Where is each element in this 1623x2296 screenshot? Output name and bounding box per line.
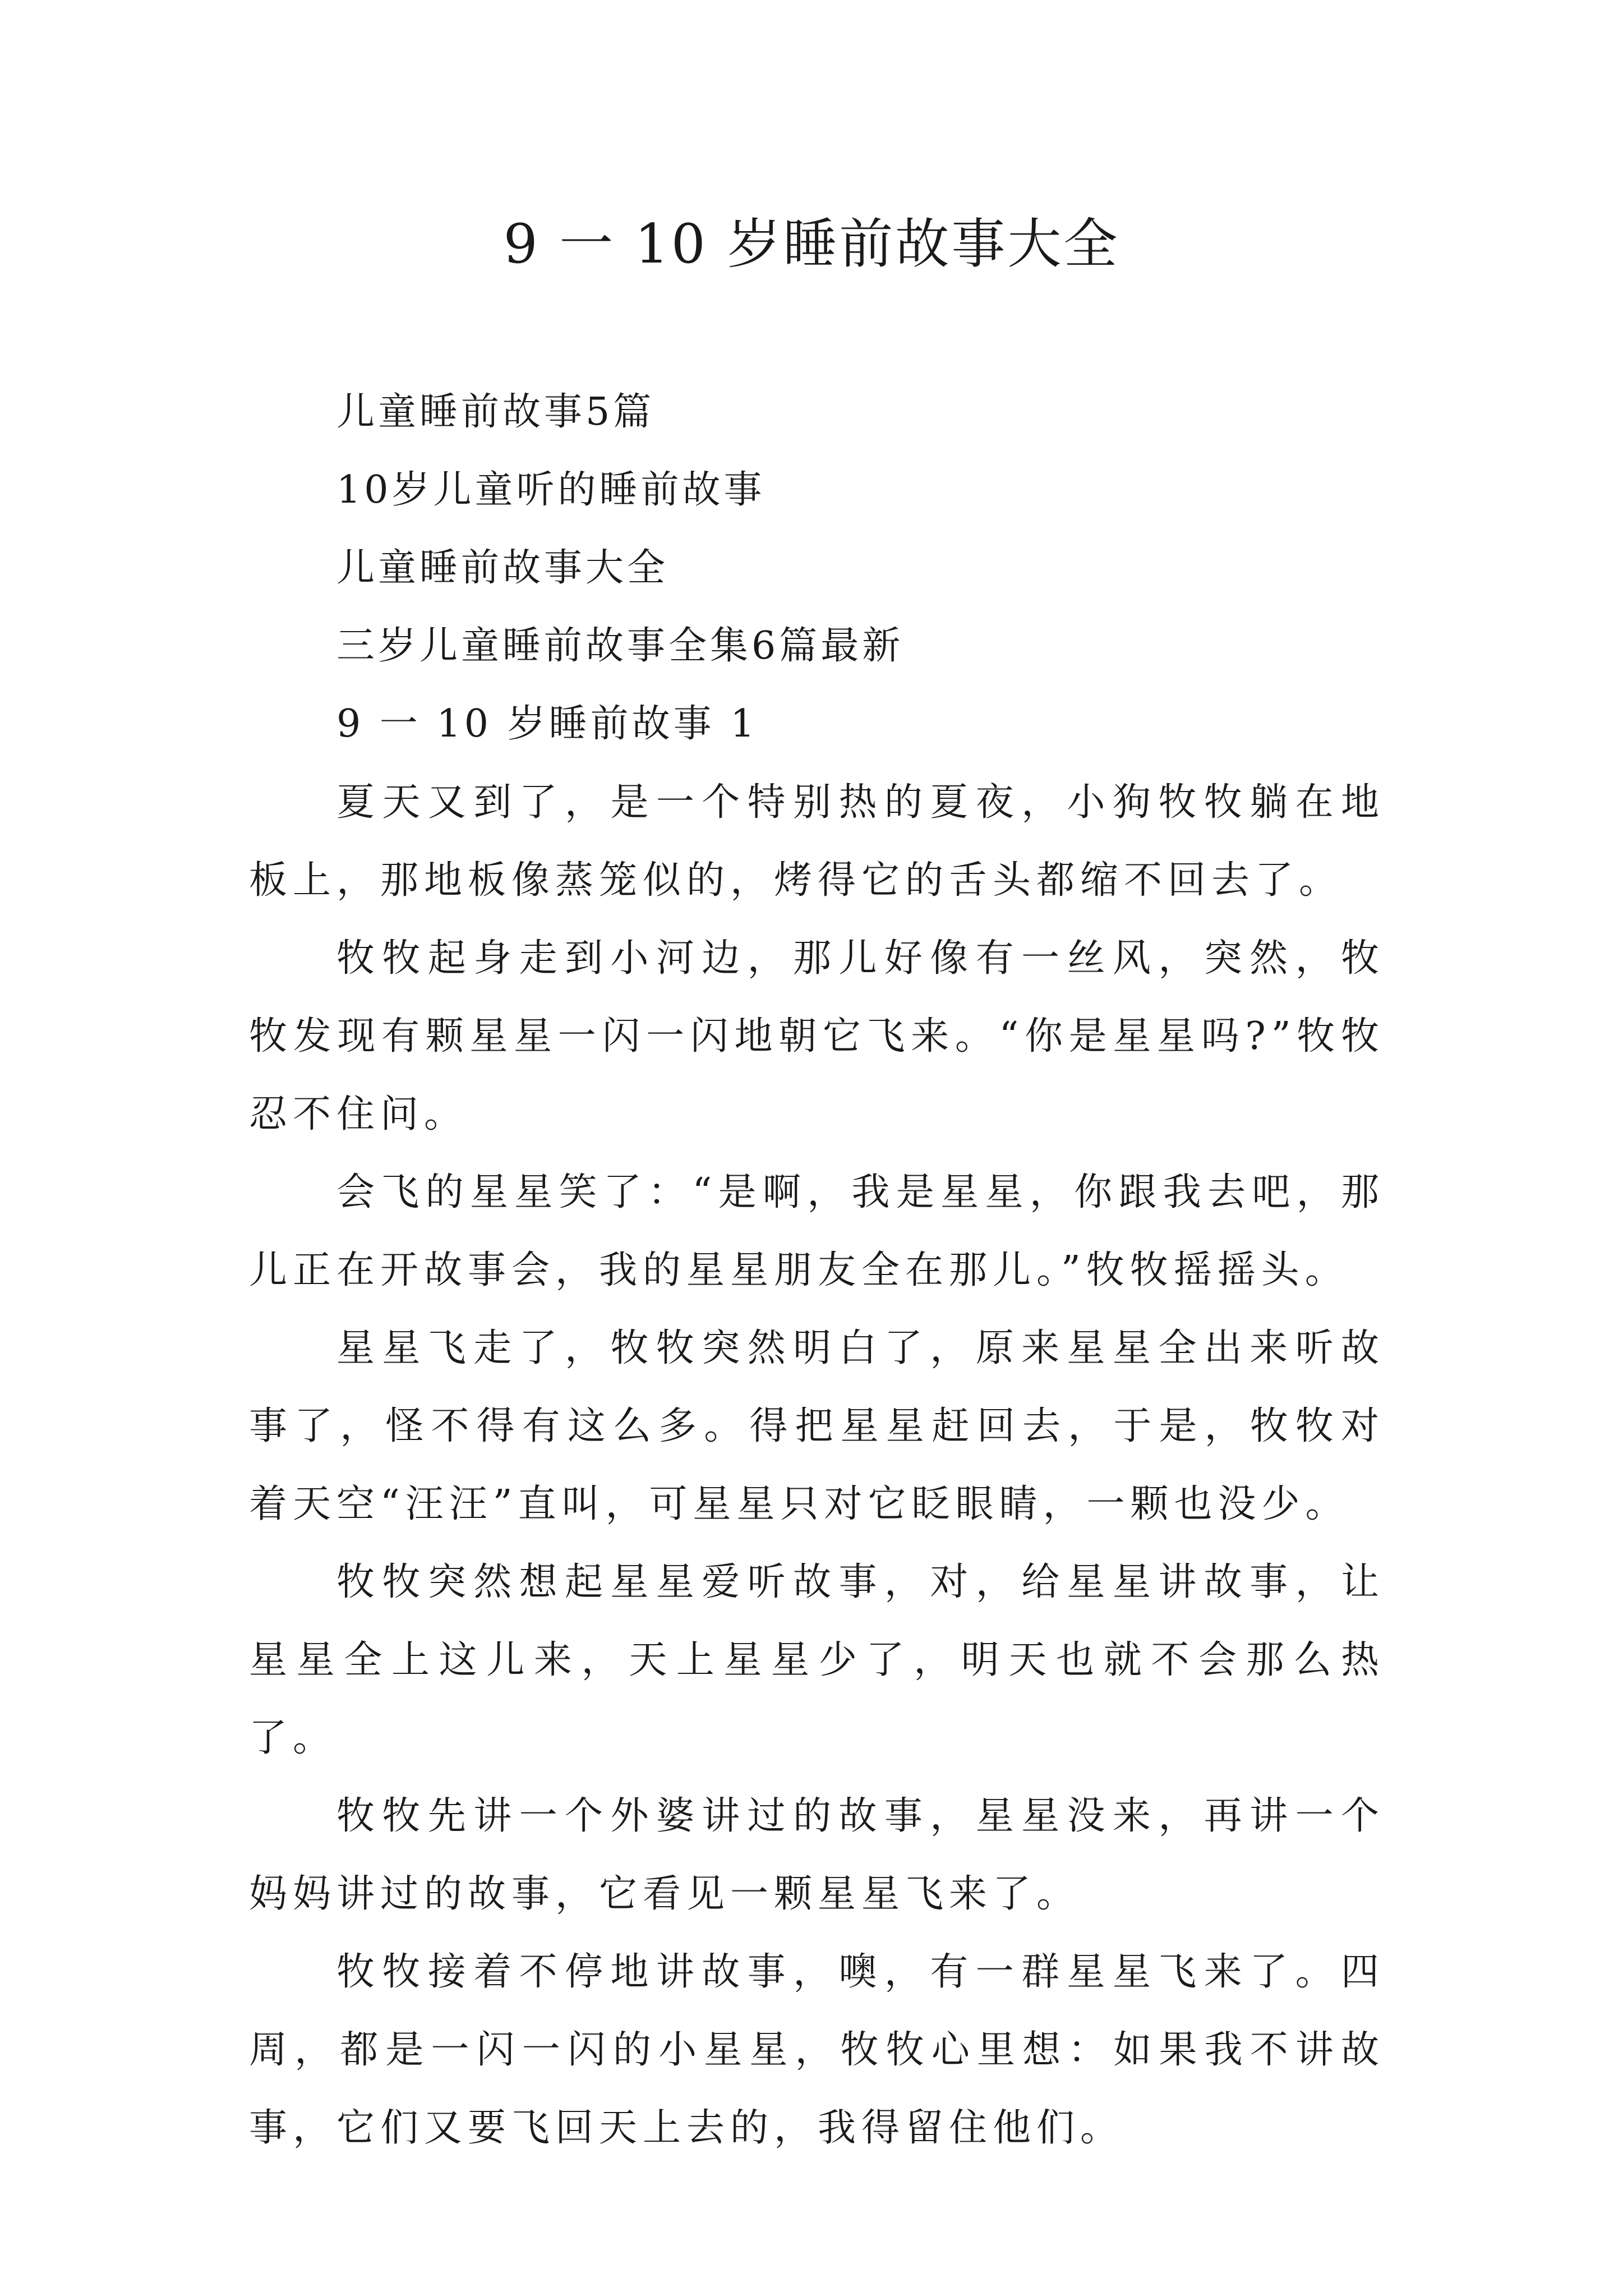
- story-paragraph: 牧牧先讲一个外婆讲过的故事，星星没来，再讲一个妈妈讲过的故事，它看见一颗星星飞来了。: [249, 1794, 1385, 1916]
- related-link[interactable]: 三岁儿童睡前故事全集6篇最新: [336, 624, 904, 668]
- story-paragraph: 牧牧接着不停地讲故事，噢，有一群星星飞来了。四周，都是一闪一闪的小星星，牧牧心里想：如果我不讲故事，它们又要飞回天上去的，我得留住他们。: [249, 1950, 1385, 2150]
- document-title: 9 一 10 岁睡前故事大全: [503, 213, 1120, 275]
- story-paragraph: 会飞的星星笑了：“是啊，我是星星，你跟我去吧，那儿正在开故事会，我的星星朋友全在那儿。”牧牧摇摇头。: [249, 1170, 1385, 1292]
- story-paragraph: 牧牧突然想起星星爱听故事，对，给星星讲故事，让星星全上这儿来，天上星星少了，明天也就不会那么热了。: [249, 1560, 1385, 1760]
- story-paragraph: 星星飞走了，牧牧突然明白了，原来星星全出来听故事了，怪不得有这么多。得把星星赶回去，于是，牧牧对着天空“汪汪”直叫，可星星只对它眨眼睛，一颗也没少。: [249, 1326, 1385, 1526]
- story-paragraph: 牧牧起身走到小河边，那儿好像有一丝风，突然，牧牧发现有颗星星一闪一闪地朝它飞来。“你是星星吗?”牧牧忍不住问。: [249, 936, 1385, 1137]
- story-paragraph: 夏天又到了，是一个特别热的夏夜，小狗牧牧躺在地板上，那地板像蒸笼似的，烤得它的舌头都缩不回去了。: [249, 780, 1385, 903]
- related-link[interactable]: 10岁儿童听的睡前故事: [336, 468, 766, 512]
- section-heading: 9 一 10 岁睡前故事 1: [336, 702, 758, 746]
- related-link[interactable]: 儿童睡前故事大全: [336, 546, 669, 590]
- related-link[interactable]: 儿童睡前故事5篇: [336, 390, 655, 434]
- story-body: [249, 763, 1385, 2167]
- related-links-list: [336, 373, 1402, 763]
